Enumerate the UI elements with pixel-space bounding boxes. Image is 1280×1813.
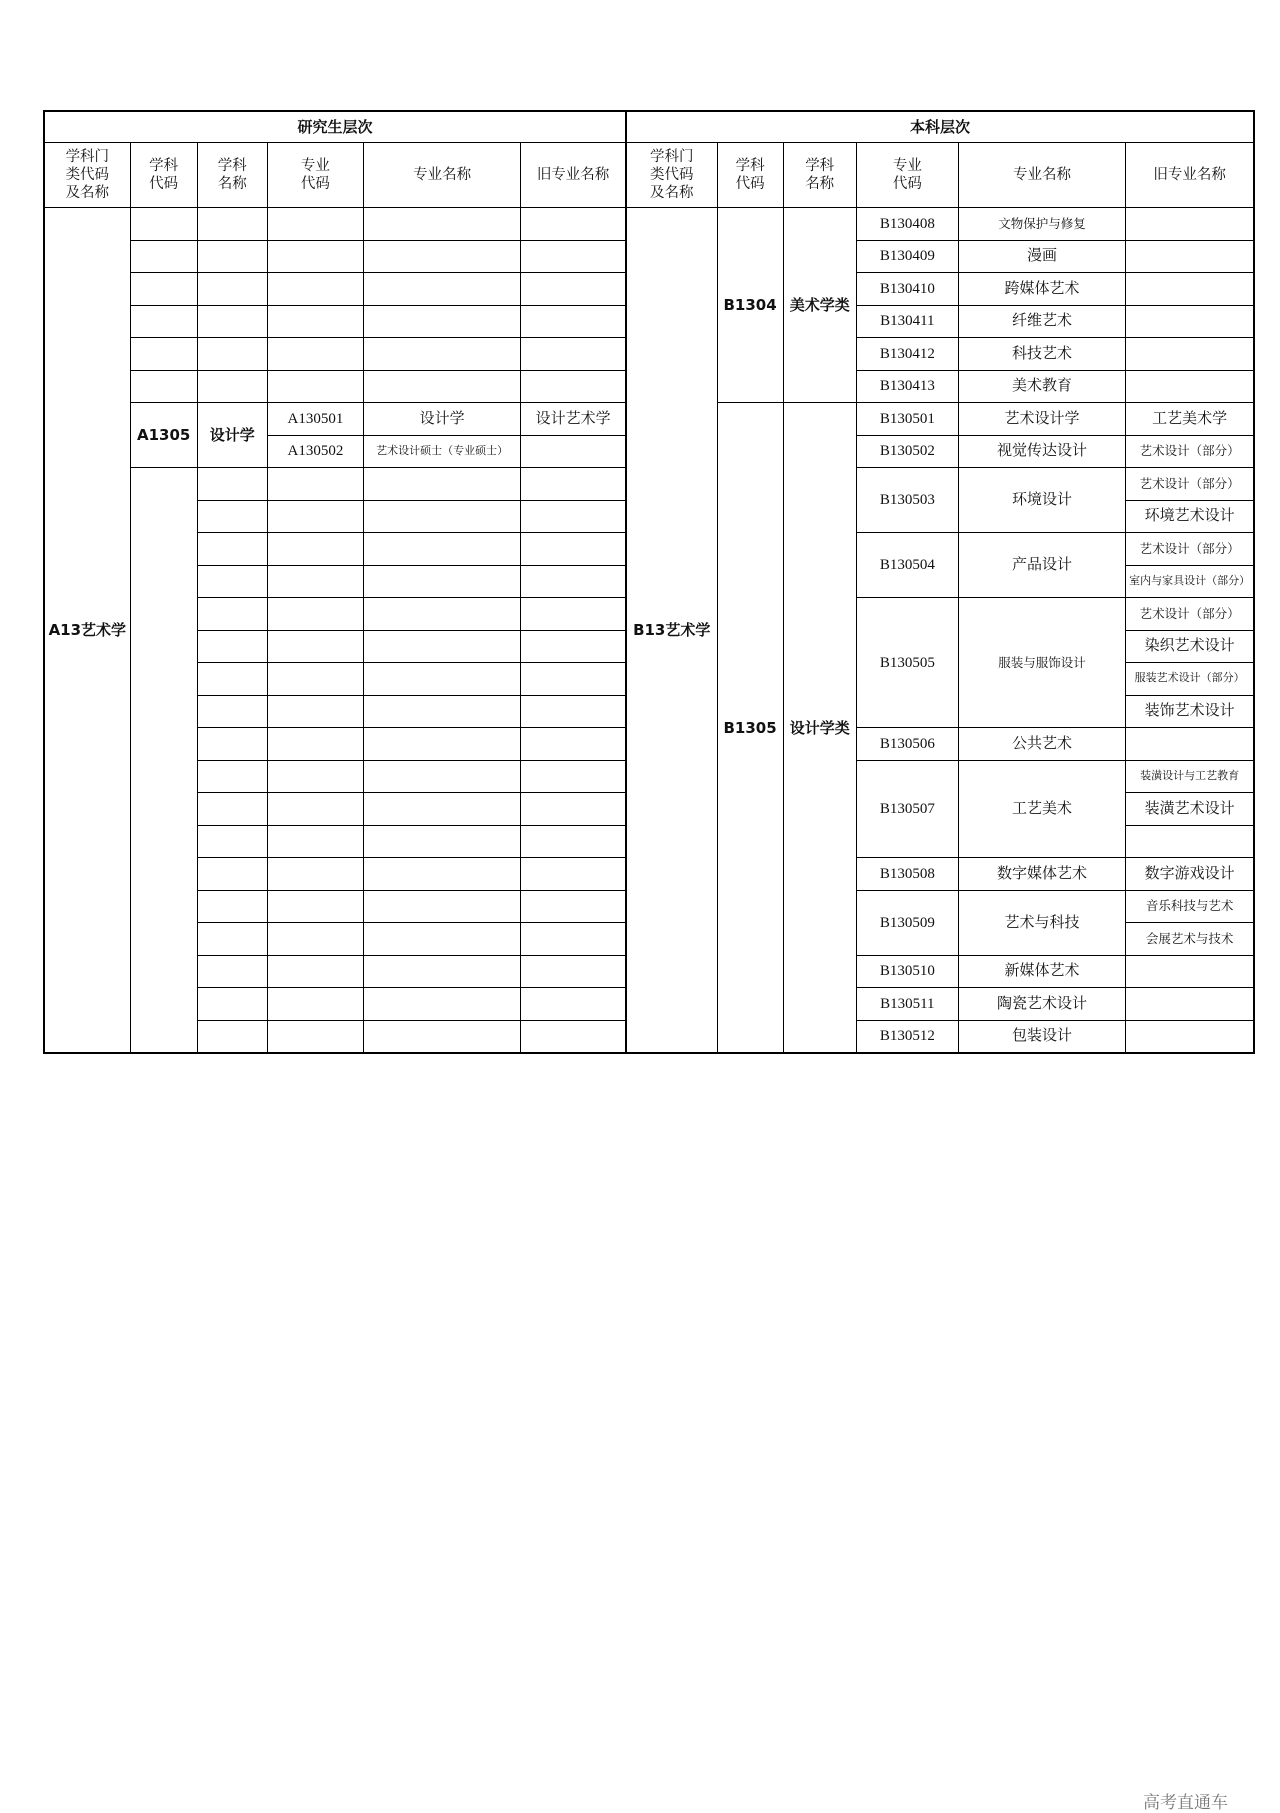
empty-cell [197, 565, 267, 598]
grad-major-name: 艺术设计硕士（专业硕士） [363, 435, 520, 468]
undergrad-major-code: B130507 [856, 760, 958, 858]
empty-cell [521, 305, 626, 338]
undergrad-major-name: 视觉传达设计 [958, 435, 1125, 468]
empty-cell [363, 728, 520, 761]
undergrad-category-cell: B13艺术学 [626, 208, 717, 1054]
empty-cell [363, 695, 520, 728]
grad-column-header: 学科 代码 [130, 143, 197, 208]
column-header-row [44, 143, 1254, 208]
empty-cell [363, 1020, 520, 1053]
empty-cell [130, 305, 197, 338]
empty-cell [197, 760, 267, 793]
empty-cell [267, 305, 363, 338]
empty-cell [267, 923, 363, 956]
undergrad-major-old-name [1126, 728, 1254, 761]
empty-cell [197, 273, 267, 306]
empty-cell [197, 630, 267, 663]
grad-major-code: A130501 [267, 403, 363, 436]
empty-cell [521, 955, 626, 988]
grad-column-header: 学科门 类代码 及名称 [44, 143, 130, 208]
empty-cell [267, 468, 363, 501]
empty-cell [197, 500, 267, 533]
empty-cell [130, 240, 197, 273]
empty-cell [267, 760, 363, 793]
undergrad-column-header: 学科门 类代码 及名称 [626, 143, 717, 208]
undergrad-major-old-name [1126, 338, 1254, 371]
empty-cell [197, 533, 267, 566]
empty-cell [521, 500, 626, 533]
empty-cell [267, 695, 363, 728]
undergrad-major-name: 环境设计 [958, 468, 1125, 533]
empty-cell [267, 1020, 363, 1053]
empty-cell [521, 240, 626, 273]
empty-cell [267, 825, 363, 858]
undergrad-major-old-name [1126, 370, 1254, 403]
empty-cell [267, 858, 363, 891]
undergrad-major-old-name [1126, 305, 1254, 338]
undergrad-major-name: 产品设计 [958, 533, 1125, 598]
empty-cell [197, 825, 267, 858]
undergrad-major-old-name: 装潢设计与工艺教育 [1126, 760, 1254, 793]
undergrad-major-name: 科技艺术 [958, 338, 1125, 371]
empty-cell [521, 793, 626, 826]
graduate-level-title: 研究生层次 [44, 111, 626, 143]
empty-cell [130, 338, 197, 371]
undergrad-column-header: 专业 代码 [856, 143, 958, 208]
undergrad-major-code: B130501 [856, 403, 958, 436]
undergrad-major-old-name: 室内与家具设计（部分） [1126, 565, 1254, 598]
empty-cell [521, 1020, 626, 1053]
empty-cell [363, 305, 520, 338]
empty-cell [363, 825, 520, 858]
empty-cell [521, 923, 626, 956]
undergrad-major-old-name: 艺术设计（部分） [1126, 468, 1254, 501]
undergraduate-level-title: 本科层次 [626, 111, 1254, 143]
undergrad-major-code: B130411 [856, 305, 958, 338]
grad-major-name: 设计学 [363, 403, 520, 436]
empty-cell [521, 208, 626, 241]
empty-cell [197, 858, 267, 891]
empty-cell [197, 338, 267, 371]
empty-cell [521, 273, 626, 306]
empty-cell [267, 630, 363, 663]
undergrad-major-name: 新媒体艺术 [958, 955, 1125, 988]
empty-cell [267, 500, 363, 533]
empty-cell [521, 988, 626, 1021]
empty-cell [521, 598, 626, 631]
empty-cell [521, 728, 626, 761]
undergrad-major-old-name [1126, 208, 1254, 241]
empty-cell [521, 695, 626, 728]
empty-cell [521, 630, 626, 663]
undergrad-column-header: 旧专业名称 [1126, 143, 1254, 208]
undergrad-major-code: B130510 [856, 955, 958, 988]
undergrad-discipline-code: B1304 [717, 208, 783, 403]
empty-cell [363, 988, 520, 1021]
undergrad-major-name: 公共艺术 [958, 728, 1125, 761]
grad-major-old-name [521, 435, 626, 468]
undergrad-major-name: 包装设计 [958, 1020, 1125, 1053]
undergrad-major-code: B130504 [856, 533, 958, 598]
empty-cell [521, 338, 626, 371]
empty-cell [197, 955, 267, 988]
undergrad-major-old-name: 艺术设计（部分） [1126, 435, 1254, 468]
undergrad-major-name: 美术教育 [958, 370, 1125, 403]
empty-cell [267, 370, 363, 403]
empty-cell [197, 695, 267, 728]
undergrad-major-old-name: 数字游戏设计 [1126, 858, 1254, 891]
empty-cell [521, 858, 626, 891]
empty-cell [267, 728, 363, 761]
undergrad-major-name: 跨媒体艺术 [958, 273, 1125, 306]
empty-cell [197, 208, 267, 241]
undergrad-major-old-name: 艺术设计（部分） [1126, 598, 1254, 631]
empty-cell [197, 305, 267, 338]
grad-discipline-name: 设计学 [197, 403, 267, 468]
undergrad-major-name: 纤维艺术 [958, 305, 1125, 338]
empty-cell [197, 793, 267, 826]
undergrad-discipline-code: B1305 [717, 403, 783, 1054]
undergrad-major-old-name: 装潢艺术设计 [1126, 793, 1254, 826]
empty-cell [267, 988, 363, 1021]
grad-column-header: 专业名称 [363, 143, 520, 208]
empty-cell [363, 240, 520, 273]
empty-cell [197, 728, 267, 761]
undergrad-major-code: B130413 [856, 370, 958, 403]
undergrad-major-code: B130408 [856, 208, 958, 241]
undergrad-major-name: 艺术设计学 [958, 403, 1125, 436]
grad-category-cell: A13艺术学 [44, 208, 130, 1054]
undergrad-major-code: B130409 [856, 240, 958, 273]
undergrad-major-old-name: 工艺美术学 [1126, 403, 1254, 436]
undergrad-major-old-name: 会展艺术与技术 [1126, 923, 1254, 956]
grad-major-code: A130502 [267, 435, 363, 468]
empty-cell [267, 240, 363, 273]
empty-cell [363, 663, 520, 696]
grad-column-header: 学科 名称 [197, 143, 267, 208]
empty-cell [197, 240, 267, 273]
table-row [44, 208, 1254, 241]
empty-cell [197, 663, 267, 696]
empty-cell [363, 760, 520, 793]
watermark: 高考直通车 [1143, 1793, 1228, 1813]
undergrad-major-name: 数字媒体艺术 [958, 858, 1125, 891]
undergrad-major-name: 文物保护与修复 [958, 208, 1125, 241]
undergrad-major-old-name: 艺术设计（部分） [1126, 533, 1254, 566]
undergrad-major-code: B130511 [856, 988, 958, 1021]
empty-cell [267, 598, 363, 631]
empty-cell [197, 988, 267, 1021]
empty-cell [267, 338, 363, 371]
undergrad-column-header: 专业名称 [958, 143, 1125, 208]
empty-cell [130, 468, 197, 1054]
undergrad-major-code: B130505 [856, 598, 958, 728]
grad-column-header: 旧专业名称 [521, 143, 626, 208]
empty-cell [267, 793, 363, 826]
undergrad-major-code: B130502 [856, 435, 958, 468]
undergrad-column-header: 学科 名称 [783, 143, 856, 208]
empty-cell [197, 370, 267, 403]
empty-cell [363, 468, 520, 501]
undergrad-major-name: 艺术与科技 [958, 890, 1125, 955]
undergrad-column-header: 学科 代码 [717, 143, 783, 208]
empty-cell [197, 468, 267, 501]
undergrad-major-code: B130412 [856, 338, 958, 371]
empty-cell [363, 370, 520, 403]
undergrad-discipline-name: 美术学类 [783, 208, 856, 403]
grad-column-header: 专业 代码 [267, 143, 363, 208]
undergrad-major-code: B130410 [856, 273, 958, 306]
empty-cell [363, 955, 520, 988]
undergrad-major-name: 漫画 [958, 240, 1125, 273]
empty-cell [363, 858, 520, 891]
undergrad-major-code: B130503 [856, 468, 958, 533]
empty-cell [130, 208, 197, 241]
undergrad-major-old-name [1126, 1020, 1254, 1053]
empty-cell [363, 923, 520, 956]
empty-cell [521, 890, 626, 923]
empty-cell [267, 663, 363, 696]
undergrad-major-old-name [1126, 240, 1254, 273]
empty-cell [363, 208, 520, 241]
undergrad-major-old-name: 染织艺术设计 [1126, 630, 1254, 663]
empty-cell [363, 793, 520, 826]
undergrad-major-name: 工艺美术 [958, 760, 1125, 858]
undergrad-major-old-name [1126, 825, 1254, 858]
empty-cell [363, 500, 520, 533]
empty-cell [363, 565, 520, 598]
empty-cell [363, 890, 520, 923]
undergrad-major-old-name [1126, 273, 1254, 306]
undergrad-major-code: B130512 [856, 1020, 958, 1053]
discipline-catalog-table [43, 110, 1255, 1054]
undergrad-major-code: B130509 [856, 890, 958, 955]
empty-cell [197, 1020, 267, 1053]
empty-cell [363, 338, 520, 371]
empty-cell [130, 370, 197, 403]
empty-cell [521, 760, 626, 793]
empty-cell [267, 208, 363, 241]
empty-cell [197, 923, 267, 956]
grad-major-old-name: 设计艺术学 [521, 403, 626, 436]
undergrad-major-old-name: 音乐科技与艺术 [1126, 890, 1254, 923]
empty-cell [197, 890, 267, 923]
empty-cell [267, 955, 363, 988]
empty-cell [267, 890, 363, 923]
undergrad-major-name: 服装与服饰设计 [958, 598, 1125, 728]
undergrad-discipline-name: 设计学类 [783, 403, 856, 1054]
undergrad-major-old-name: 环境艺术设计 [1126, 500, 1254, 533]
empty-cell [267, 533, 363, 566]
undergrad-major-name: 陶瓷艺术设计 [958, 988, 1125, 1021]
empty-cell [267, 273, 363, 306]
undergrad-major-old-name [1126, 988, 1254, 1021]
undergrad-major-code: B130506 [856, 728, 958, 761]
empty-cell [521, 533, 626, 566]
empty-cell [363, 273, 520, 306]
undergrad-major-old-name: 服装艺术设计（部分） [1126, 663, 1254, 696]
empty-cell [130, 273, 197, 306]
empty-cell [521, 468, 626, 501]
empty-cell [197, 598, 267, 631]
empty-cell [363, 630, 520, 663]
empty-cell [521, 370, 626, 403]
empty-cell [267, 565, 363, 598]
empty-cell [363, 533, 520, 566]
empty-cell [521, 663, 626, 696]
empty-cell [521, 825, 626, 858]
empty-cell [363, 598, 520, 631]
undergrad-major-old-name [1126, 955, 1254, 988]
undergrad-major-old-name: 装饰艺术设计 [1126, 695, 1254, 728]
empty-cell [521, 565, 626, 598]
grad-discipline-code: A1305 [130, 403, 197, 468]
undergrad-major-code: B130508 [856, 858, 958, 891]
